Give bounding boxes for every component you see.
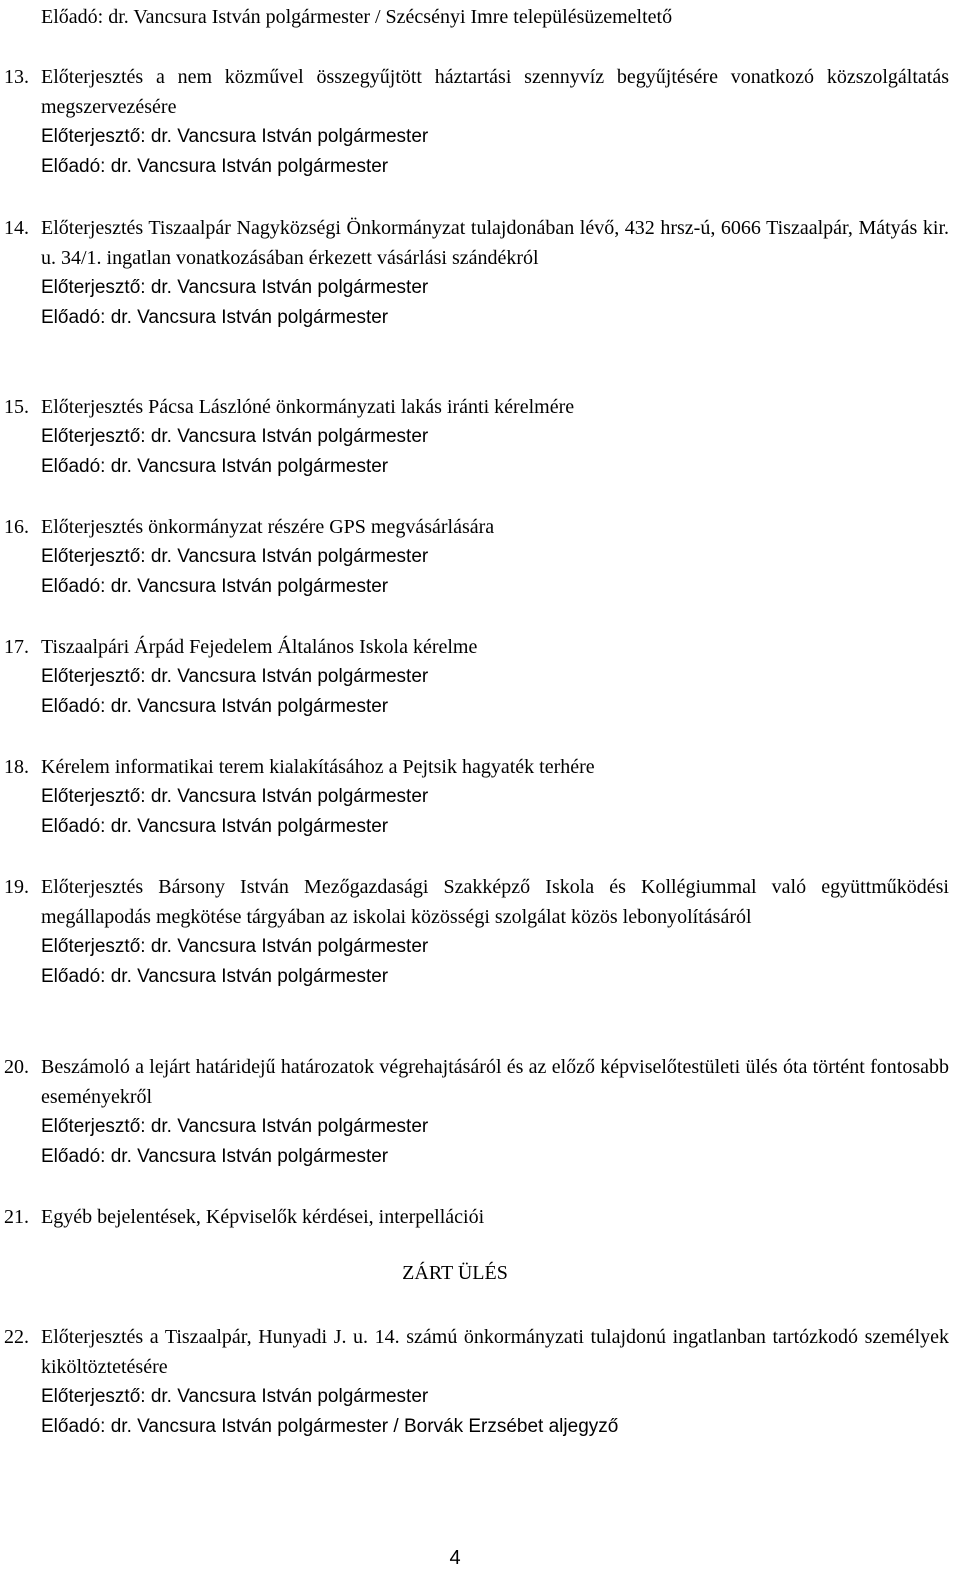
agenda-item-number: 18. <box>4 756 29 778</box>
agenda-item-title: Előterjesztés a nem közművel összegyűjtött háztartási szennyvíz begyűjtésére vonatkozó közszolgáltatás megszervezésére <box>41 66 949 118</box>
agenda-item-number: 17. <box>4 636 29 658</box>
agenda-item-title: Előterjesztés Bársony István Mezőgazdasági Szakképző Iskola és Kollégiummal való együttműködési megállapodás megkötése tárgyában az iskolai közösségi szolgálat közös lebonyolításáról <box>41 876 949 928</box>
agenda-item-number: 16. <box>4 516 29 538</box>
agenda-item-title: Egyéb bejelentések, Képviselők kérdései, interpellációi <box>41 1206 485 1228</box>
agenda-item-presenter: Előterjesztő: dr. Vancsura István polgármester <box>41 1116 429 1137</box>
agenda-item-title: Beszámoló a lejárt határidejű határozatok végrehajtásáról és az előző képviselőtestületi ülés óta történt fontosabb eseményekről <box>41 1056 949 1108</box>
page-number: 4 <box>449 1547 461 1569</box>
agenda-item-speaker: Előadó: dr. Vancsura István polgármester <box>41 1146 389 1167</box>
previous-item-speaker: Előadó: dr. Vancsura István polgármester / Szécsényi Imre településüzemeltető <box>41 6 673 28</box>
agenda-item-number: 21. <box>4 1206 29 1228</box>
agenda-item-title: Előterjesztés Pácsa Lászlóné önkormányzati lakás iránti kérelmére <box>41 396 575 418</box>
agenda-item-speaker: Előadó: dr. Vancsura István polgármester <box>41 696 389 717</box>
agenda-item-speaker: Előadó: dr. Vancsura István polgármester <box>41 576 389 597</box>
agenda-item-title: Tiszaalpári Árpád Fejedelem Általános Iskola kérelme <box>41 636 478 658</box>
agenda-item-number: 22. <box>4 1326 29 1348</box>
agenda-item-speaker: Előadó: dr. Vancsura István polgármester <box>41 816 389 837</box>
agenda-item-speaker: Előadó: dr. Vancsura István polgármester <box>41 307 389 328</box>
agenda-item-speaker: Előadó: dr. Vancsura István polgármester <box>41 156 389 177</box>
agenda-item-title: Előterjesztés a Tiszaalpár, Hunyadi J. u. 14. számú önkormányzati tulajdonú ingatlanban tartózkodó személyek kiköltöztetésére <box>41 1326 949 1378</box>
agenda-item-presenter: Előterjesztő: dr. Vancsura István polgármester <box>41 1386 429 1407</box>
agenda-item-number: 15. <box>4 396 29 418</box>
agenda-item-presenter: Előterjesztő: dr. Vancsura István polgármester <box>41 786 429 807</box>
agenda-item-number: 14. <box>4 217 29 239</box>
agenda-item-presenter: Előterjesztő: dr. Vancsura István polgármester <box>41 426 429 447</box>
agenda-item-number: 13. <box>4 66 29 88</box>
agenda-item-presenter: Előterjesztő: dr. Vancsura István polgármester <box>41 936 429 957</box>
agenda-item-speaker: Előadó: dr. Vancsura István polgármester <box>41 456 389 477</box>
agenda-item-title: Kérelem informatikai terem kialakításához a Pejtsik hagyaték terhére <box>41 756 595 778</box>
agenda-item-presenter: Előterjesztő: dr. Vancsura István polgármester <box>41 666 429 687</box>
agenda-item-speaker: Előadó: dr. Vancsura István polgármester <box>41 966 389 987</box>
agenda-item-presenter: Előterjesztő: dr. Vancsura István polgármester <box>41 546 429 567</box>
agenda-item-presenter: Előterjesztő: dr. Vancsura István polgármester <box>41 277 429 298</box>
agenda-item-title: Előterjesztés Tiszaalpár Nagyközségi Önkormányzat tulajdonában lévő, 432 hrsz-ú, 6066 Tiszaalpár, Mátyás kir. u. 34/1. ingatlan vonatkozásában érkezett vásárlási szándékról <box>41 217 949 269</box>
agenda-item-presenter: Előterjesztő: dr. Vancsura István polgármester <box>41 126 429 147</box>
closed-session-heading: ZÁRT ÜLÉS <box>402 1262 508 1284</box>
agenda-item-number: 19. <box>4 876 29 898</box>
agenda-item-speaker: Előadó: dr. Vancsura István polgármester / Borvák Erzsébet aljegyző <box>41 1416 619 1437</box>
agenda-item-title: Előterjesztés önkormányzat részére GPS megvásárlására <box>41 516 495 538</box>
agenda-item-number: 20. <box>4 1056 29 1078</box>
